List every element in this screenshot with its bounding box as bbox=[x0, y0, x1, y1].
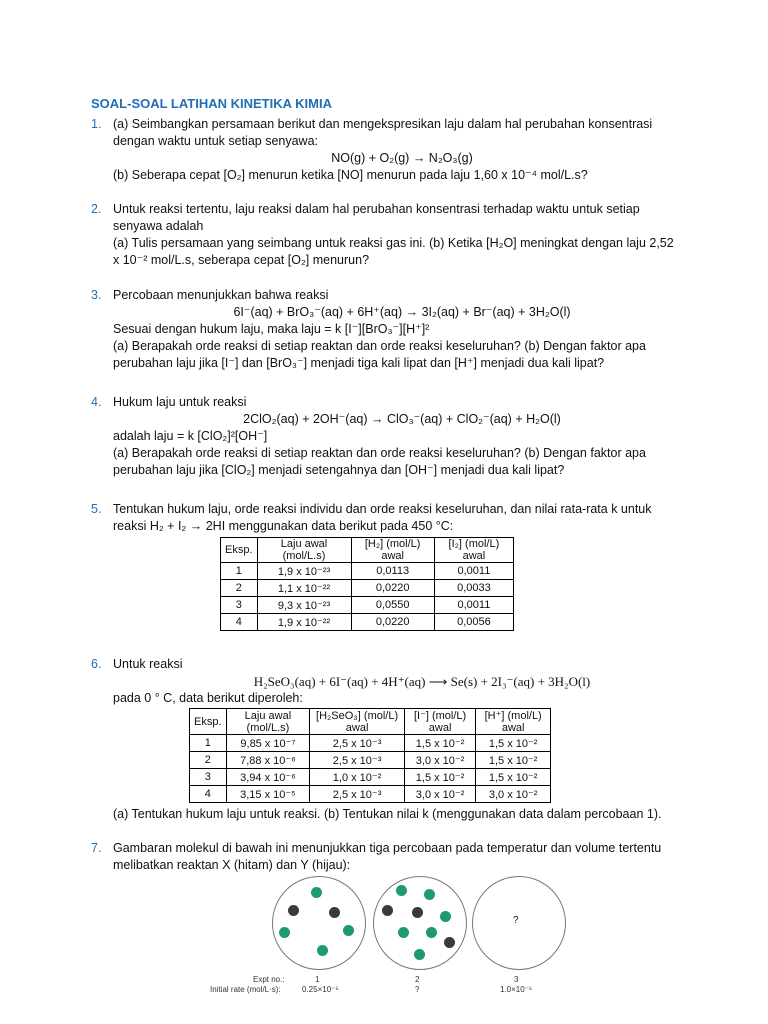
table-cell: 1,9 x 10⁻²³ bbox=[257, 563, 351, 580]
y-molecule bbox=[440, 911, 451, 922]
table-cell: 0,0011 bbox=[434, 597, 513, 614]
equation: 6I⁻(aq) + BrO₃⁻(aq) + 6H⁺(aq) → 3I₂(aq) + Br⁻(aq) + 3H₂O(l) bbox=[233, 305, 571, 319]
table-cell: 3,0 x 10⁻² bbox=[404, 752, 475, 769]
table-cell: 3,0 x 10⁻² bbox=[476, 786, 551, 803]
y-molecule bbox=[426, 927, 437, 938]
table-cell: 3,94 x 10⁻⁶ bbox=[226, 769, 310, 786]
x-molecule bbox=[288, 905, 299, 916]
question-text: Hukum laju untuk reaksi bbox=[113, 395, 247, 409]
table-row bbox=[190, 786, 551, 803]
table-row bbox=[221, 563, 514, 580]
table-cell: 1,5 x 10⁻² bbox=[476, 752, 551, 769]
page-title: SOAL-SOAL LATIHAN KINETIKA KIMIA bbox=[91, 96, 332, 111]
question-text: x 10⁻² mol/L.s, seberapa cepat [O₂] menurun? bbox=[113, 253, 370, 267]
table-row bbox=[221, 597, 514, 614]
y-molecule bbox=[343, 925, 354, 936]
question-text: Untuk reaksi bbox=[113, 657, 183, 671]
question-4 bbox=[91, 394, 691, 479]
table-header-cell: [H⁺] (mol/L) awal bbox=[476, 709, 551, 735]
table-cell: 3,0 x 10⁻² bbox=[404, 786, 475, 803]
question-6-task: (a) Tentukan hukum laju untuk reaksi. (b) Tentukan nilai k (menggunakan data dalam percobaan 1). bbox=[113, 807, 662, 821]
y-molecule bbox=[279, 927, 290, 938]
table-cell: 3 bbox=[221, 597, 258, 614]
table-header-cell: [I₂] (mol/L) awal bbox=[434, 538, 513, 563]
question-number: 6. bbox=[91, 657, 102, 671]
table-cell: 7,88 x 10⁻⁶ bbox=[226, 752, 310, 769]
data-table-q5 bbox=[220, 537, 514, 631]
table-cell: 2,5 x 10⁻³ bbox=[310, 786, 405, 803]
question-number: 5. bbox=[91, 502, 102, 516]
table-header-cell: Eksp. bbox=[190, 709, 227, 735]
question-number: 4. bbox=[91, 395, 102, 409]
expt-number: 1 bbox=[315, 975, 320, 984]
table-row bbox=[221, 580, 514, 597]
table-header-cell: Eksp. bbox=[221, 538, 258, 563]
expt-number: 2 bbox=[415, 975, 420, 984]
table-row bbox=[190, 752, 551, 769]
table-cell: 2 bbox=[190, 752, 227, 769]
y-molecule bbox=[317, 945, 328, 956]
table-header-cell: [H₂] (mol/L) awal bbox=[351, 538, 434, 563]
table-cell: 0,0113 bbox=[351, 563, 434, 580]
question-text: Tentukan hukum laju, orde reaksi individu dan orde reaksi keseluruhan, dan nilai rata-rata k untuk bbox=[113, 502, 652, 516]
question-text: Gambaran molekul di bawah ini menunjukkan tiga percobaan pada temperatur dan volume tertentu bbox=[113, 841, 662, 855]
experiment-2-circle bbox=[373, 876, 467, 970]
question-3 bbox=[91, 287, 691, 372]
table-cell: 2,5 x 10⁻³ bbox=[310, 735, 405, 752]
y-molecule bbox=[414, 949, 425, 960]
table-cell: 9,85 x 10⁻⁷ bbox=[226, 735, 310, 752]
question-text: senyawa adalah bbox=[113, 219, 204, 233]
y-molecule bbox=[424, 889, 435, 900]
table-cell: 1,5 x 10⁻² bbox=[404, 769, 475, 786]
table-cell: 2,5 x 10⁻³ bbox=[310, 752, 405, 769]
table-cell: 1,0 x 10⁻² bbox=[310, 769, 405, 786]
rate-value: 0.25×10⁻⁵ bbox=[302, 985, 339, 994]
question-text: reaksi H₂ + I₂ → 2HI menggunakan data berikut pada 450 °C: bbox=[113, 519, 454, 533]
question-5 bbox=[91, 501, 691, 535]
question-text: perubahan laju jika [I⁻] dan [BrO₃⁻] menjadi tiga kali lipat dan [H⁺] menjadi dua kali lipat? bbox=[113, 356, 605, 370]
question-text: melibatkan reaktan X (hitam) dan Y (hijau): bbox=[113, 858, 351, 872]
rate-label: Initial rate (mol/L·s): bbox=[210, 985, 281, 994]
question-number: 3. bbox=[91, 288, 102, 302]
table-cell: 1 bbox=[190, 735, 227, 752]
table-cell: 1,5 x 10⁻² bbox=[404, 735, 475, 752]
table-cell: 3,15 x 10⁻⁵ bbox=[226, 786, 310, 803]
table-header-cell: [I⁻] (mol/L) awal bbox=[404, 709, 475, 735]
table-header-row bbox=[221, 538, 514, 563]
experiment-1-circle bbox=[272, 876, 366, 970]
x-molecule bbox=[329, 907, 340, 918]
equation: NO(g) + O₂(g) → N₂O₃(g) bbox=[331, 151, 473, 165]
question-2 bbox=[91, 201, 691, 269]
x-molecule bbox=[382, 905, 393, 916]
table-header-cell: Laju awal (mol/L.s) bbox=[257, 538, 351, 563]
question-text: perubahan laju jika [ClO₂] menjadi setengahnya dan [OH⁻] menjadi dua kali lipat? bbox=[113, 463, 565, 477]
table-cell: 4 bbox=[221, 614, 258, 631]
table-header-cell: Laju awal (mol/L.s) bbox=[226, 709, 310, 735]
table-cell: 1,5 x 10⁻² bbox=[476, 769, 551, 786]
table-row bbox=[221, 614, 514, 631]
question-number: 2. bbox=[91, 202, 102, 216]
table-cell: 0,0033 bbox=[434, 580, 513, 597]
x-molecule bbox=[444, 937, 455, 948]
table-header-row bbox=[190, 709, 551, 735]
question-text: pada 0 ° C, data berikut diperoleh: bbox=[113, 691, 303, 705]
question-text: dengan waktu untuk setiap senyawa: bbox=[113, 134, 318, 148]
question-number: 1. bbox=[91, 117, 102, 131]
table-cell: 1,1 x 10⁻²² bbox=[257, 580, 351, 597]
table-cell: 1 bbox=[221, 563, 258, 580]
question-text: (a) Berapakah orde reaksi di setiap reaktan dan orde reaksi keseluruhan? (b) Dengan faktor apa bbox=[113, 446, 646, 460]
rate-value: ? bbox=[415, 985, 420, 994]
expt-label: Expt no.: bbox=[253, 975, 285, 984]
table-header-cell: [H₂SeO₃] (mol/L) awal bbox=[310, 709, 405, 735]
question-text: Untuk reaksi tertentu, laju reaksi dalam hal perubahan konsentrasi terhadap waktu untuk setiap bbox=[113, 202, 640, 216]
x-molecule bbox=[412, 907, 423, 918]
equation: H₂SeO₃(aq) + 6I⁻(aq) + 4H⁺(aq) ⟶ Se(s) + 2I₃⁻(aq) + 3H₂O(l) bbox=[253, 674, 591, 689]
table-cell: 0,0220 bbox=[351, 580, 434, 597]
unknown-mark: ? bbox=[513, 915, 519, 926]
y-molecule bbox=[398, 927, 409, 938]
question-text: adalah laju = k [ClO₂]²[OH⁻] bbox=[113, 429, 268, 443]
experiment-3-circle bbox=[472, 876, 566, 970]
question-6 bbox=[91, 656, 691, 707]
table-row bbox=[190, 735, 551, 752]
table-cell: 0,0550 bbox=[351, 597, 434, 614]
question-1 bbox=[91, 116, 691, 184]
table-row bbox=[190, 769, 551, 786]
question-text: (a) Berapakah orde reaksi di setiap reaktan dan orde reaksi keseluruhan? (b) Dengan faktor apa bbox=[113, 339, 646, 353]
table-cell: 4 bbox=[190, 786, 227, 803]
y-molecule bbox=[396, 885, 407, 896]
question-number: 7. bbox=[91, 841, 102, 855]
expt-number: 3 bbox=[514, 975, 519, 984]
equation: 2ClO₂(aq) + 2OH⁻(aq) → ClO₃⁻(aq) + ClO₂⁻(aq) + H₂O(l) bbox=[243, 412, 561, 426]
table-cell: 1,9 x 10⁻²² bbox=[257, 614, 351, 631]
question-text: (a) Tulis persamaan yang seimbang untuk reaksi gas ini. (b) Ketika [H₂O] meningkat dengan laju 2,52 bbox=[113, 236, 674, 250]
question-text: (b) Seberapa cepat [O₂] menurun ketika [NO] menurun pada laju 1,60 x 10⁻⁴ mol/L.s? bbox=[113, 168, 588, 182]
molecule-figure bbox=[210, 858, 570, 998]
question-text: (a) Seimbangkan persamaan berikut dan mengekspresikan laju dalam hal perubahan konsentrasi bbox=[113, 117, 653, 131]
table-cell: 3 bbox=[190, 769, 227, 786]
table-cell: 0,0011 bbox=[434, 563, 513, 580]
table-cell: 0,0056 bbox=[434, 614, 513, 631]
table-cell: 2 bbox=[221, 580, 258, 597]
y-molecule bbox=[311, 887, 322, 898]
question-text: Percobaan menunjukkan bahwa reaksi bbox=[113, 288, 329, 302]
question-text: Sesuai dengan hukum laju, maka laju = k [I⁻][BrO₃⁻][H⁺]² bbox=[113, 322, 430, 336]
table-cell: 1,5 x 10⁻² bbox=[476, 735, 551, 752]
table-cell: 9,3 x 10⁻²³ bbox=[257, 597, 351, 614]
data-table-q6 bbox=[189, 708, 551, 803]
rate-value: 1.0×10⁻⁵ bbox=[500, 985, 533, 994]
table-cell: 0,0220 bbox=[351, 614, 434, 631]
